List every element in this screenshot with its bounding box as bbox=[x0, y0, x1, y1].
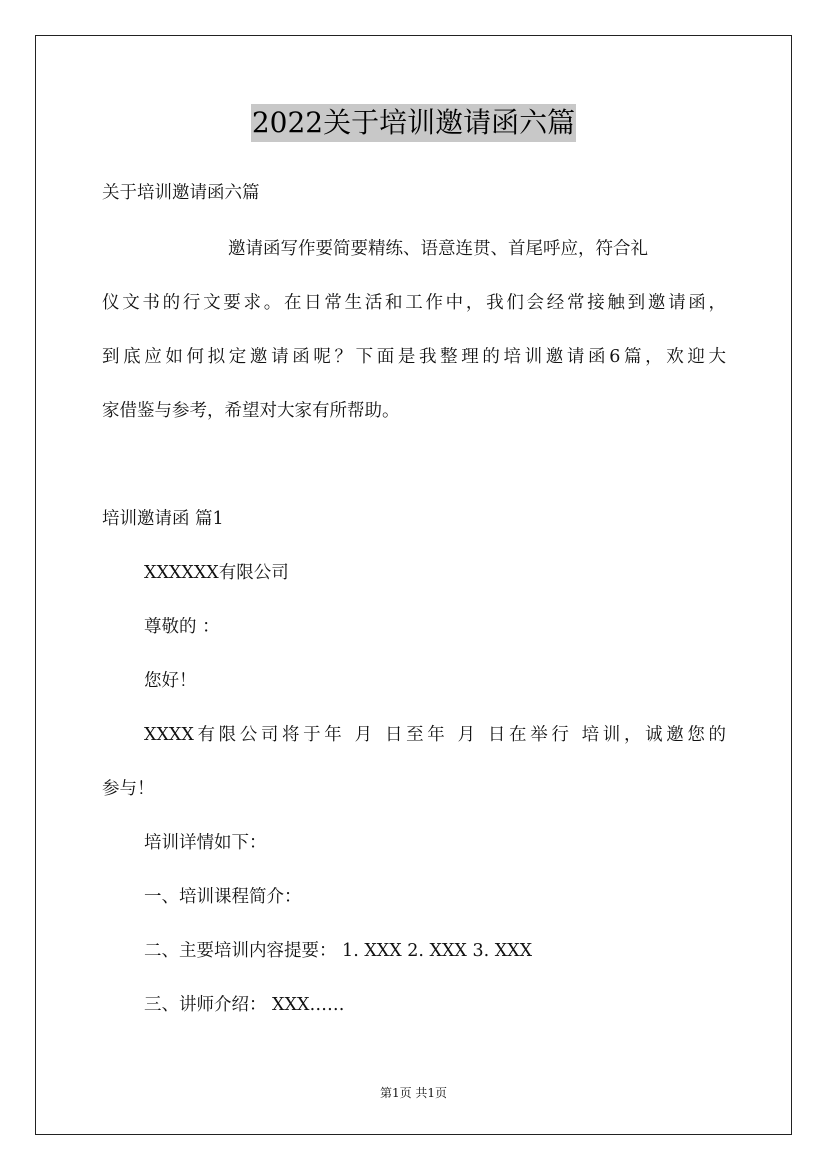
details-intro: 培训详情如下： bbox=[144, 833, 267, 853]
intro-line-1: 邀请函写作要简要精练、语意连贯、首尾呼应，符合礼 bbox=[228, 239, 648, 259]
detail-item-1: 一、培训课程简介： bbox=[144, 887, 302, 907]
company-name: XXXXXX有限公司 bbox=[144, 563, 289, 583]
intro-line-4: 家借鉴与参考，希望对大家有所帮助。 bbox=[102, 401, 400, 421]
greeting: 您好！ bbox=[144, 671, 197, 691]
detail-item-3: 三、讲师介绍： XXX…… bbox=[144, 995, 345, 1015]
section-heading: 培训邀请函 篇1 bbox=[102, 509, 224, 529]
salutation: 尊敬的 ： bbox=[144, 617, 220, 637]
page-footer: 第1页 共1页 bbox=[379, 1086, 448, 1100]
body-line-1: XXXX有限公司将于年 月 日至年 月 日在举行 培训，诚邀您的 bbox=[144, 725, 726, 745]
body-line-2: 参与！ bbox=[102, 779, 155, 799]
intro-line-2: 仪文书的行文要求。在日常生活和工作中，我们会经常接触到邀请函， bbox=[102, 293, 726, 313]
document-subtitle: 关于培训邀请函六篇 bbox=[102, 183, 260, 203]
title-container bbox=[0, 104, 827, 142]
detail-item-2: 二、主要培训内容提要： 1. XXX 2. XXX 3. XXX bbox=[144, 941, 533, 961]
intro-line-3: 到底应如何拟定邀请函呢？下面是我整理的培训邀请函6篇，欢迎大 bbox=[102, 347, 726, 367]
document-title: 2022关于培训邀请函六篇 bbox=[251, 104, 576, 142]
